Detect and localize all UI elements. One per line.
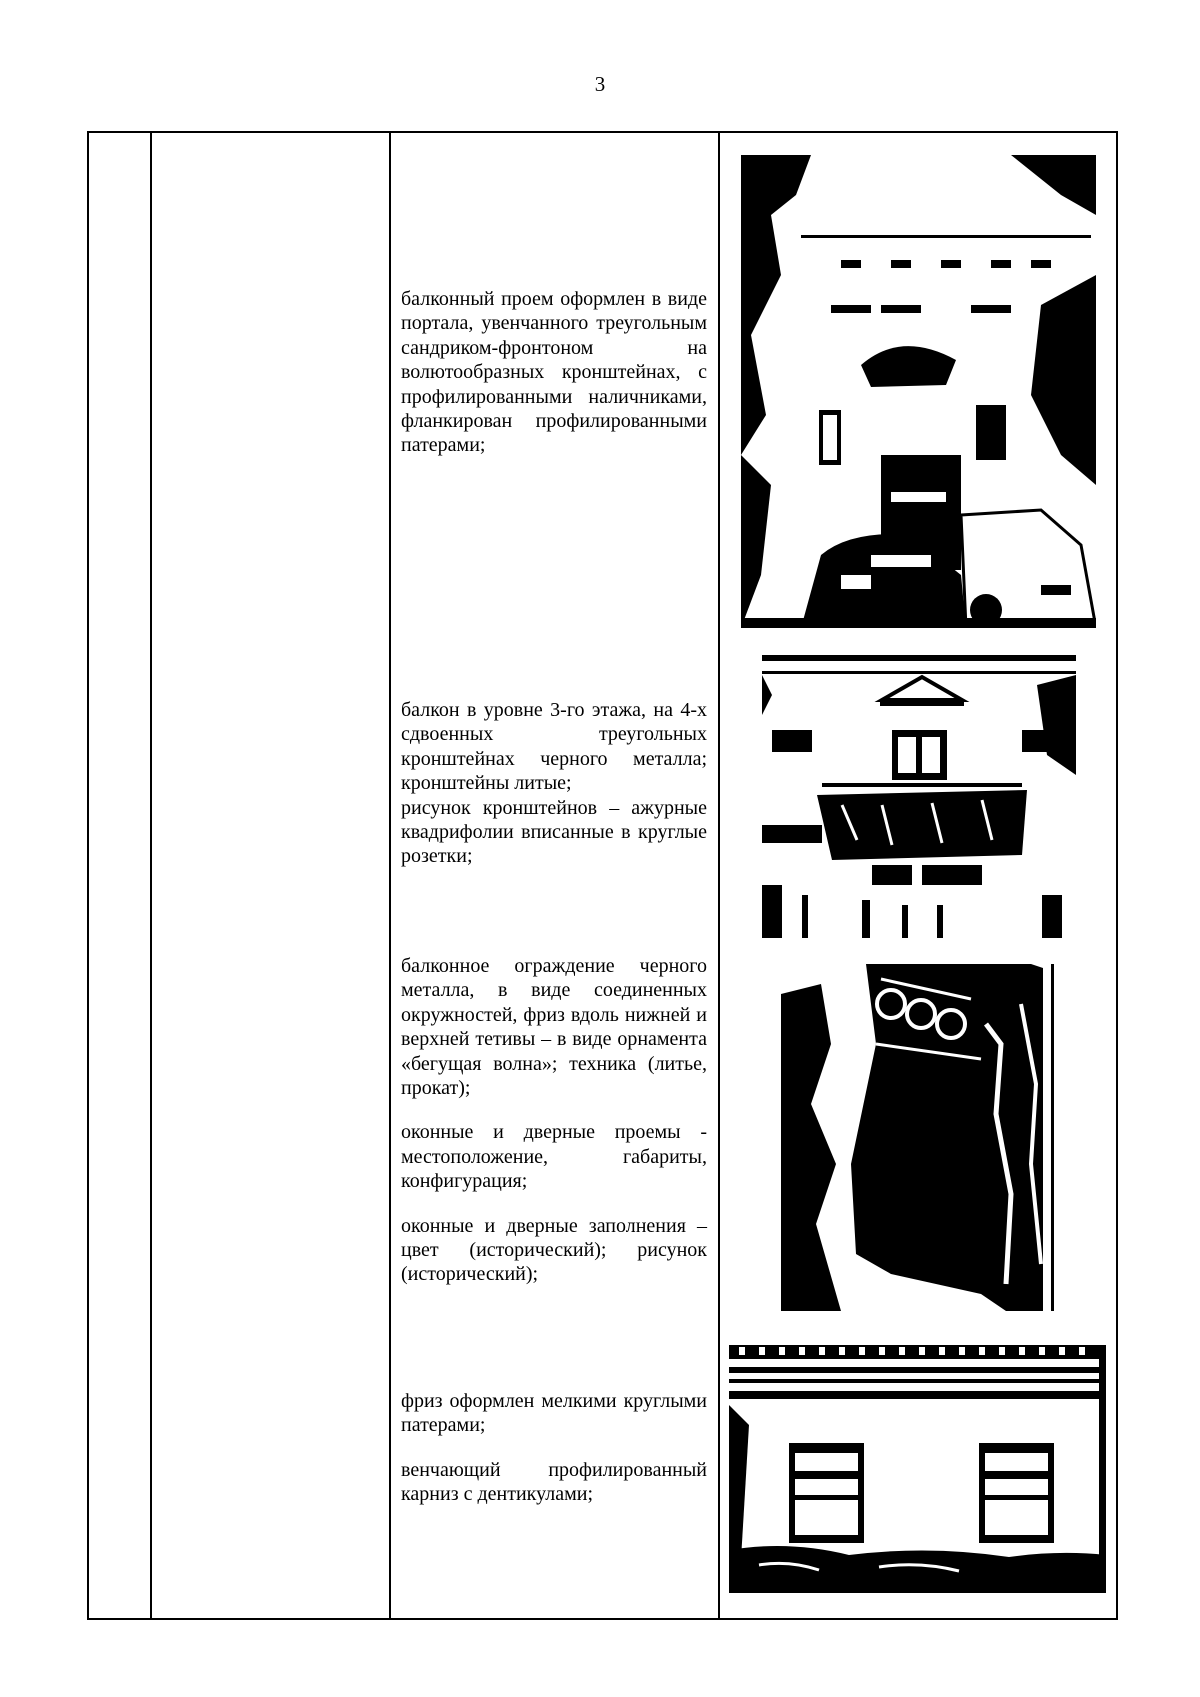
description-block-3	[401, 954, 707, 1287]
description-paragraph: балконное ограждение черного металла, в виде соединенных окружностей, фриз вдоль нижней и верхней тетивы – в виде орнамента «бегущая волна»; техника (литье, прокат);	[401, 955, 707, 1100]
column-divider-1	[150, 131, 152, 1620]
photo-frieze-cornice	[729, 1345, 1106, 1593]
description-block-1	[401, 287, 707, 458]
description-block-2	[401, 698, 707, 869]
photo-balcony-third-floor	[762, 655, 1076, 938]
description-block-4	[401, 1389, 707, 1507]
page-number: 3	[594, 72, 606, 96]
photo-balcony-railing	[781, 964, 1061, 1311]
description-paragraph: оконные и дверные заполнения – цвет (исторический); рисунок (исторический);	[401, 1214, 707, 1286]
column-divider-3	[718, 131, 720, 1620]
description-paragraph: фриз оформлен мелкими круглыми патерами;	[401, 1390, 707, 1437]
description-paragraph: оконные и дверные проемы - местоположение, габариты, конфигурация;	[401, 1121, 707, 1193]
description-paragraph: венчающий профилированный карниз с дентикулами;	[401, 1458, 707, 1506]
description-paragraph: балконный проем оформлен в виде портала, увенчанного треугольным сандриком-фронтоном на волютообразных кронштейнах, с профилированными наличниками, фланкирован профилированными патерами;	[401, 288, 707, 457]
photo-facade-portal	[741, 155, 1096, 628]
column-divider-2	[389, 131, 391, 1620]
description-paragraph: балкон в уровне 3-го этажа, на 4-х сдвоенных треугольных кронштейнах черного металла; кронштейны литые;	[401, 699, 707, 795]
description-paragraph: рисунок кронштейнов – ажурные квадрифолии вписанные в круглые розетки;	[401, 796, 707, 868]
